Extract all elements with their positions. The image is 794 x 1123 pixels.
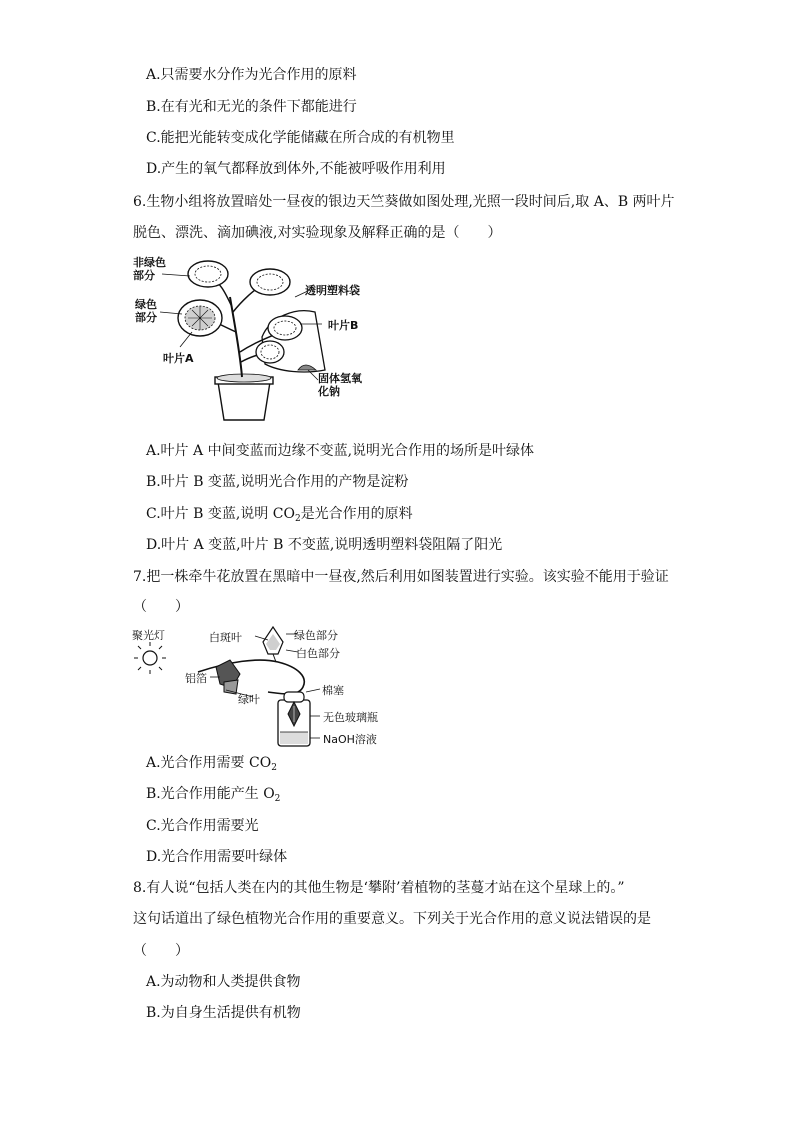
q7-label-lamp: 聚光灯	[132, 629, 165, 642]
q7-option-d: D.光合作用需要叶绿体	[146, 849, 288, 865]
q7-option-c: C.光合作用需要光	[146, 818, 259, 834]
q8-option-b: B.为自身生活提供有机物	[146, 1005, 301, 1021]
q6-label-nongreen: 非绿色 部分	[133, 256, 166, 282]
q8-stem-line3: （ ）	[133, 943, 189, 959]
q5-option-b: B.在有光和无光的条件下都能进行	[146, 99, 357, 115]
q6-plant-figure	[130, 252, 390, 427]
q6-stem-line1: 6.生物小组将放置暗处一昼夜的银边天竺葵做如图处理,光照一段时间后,取 A、B 两叶片	[133, 194, 675, 210]
q7-label-naoh: NaOH溶液	[323, 733, 377, 746]
q6-option-d: D.叶片 A 变蓝,叶片 B 不变蓝,说明透明塑料袋阻隔了阳光	[146, 537, 503, 553]
q6-option-c: C.叶片 B 变蓝,说明 $CO_2$是光合作用的原料	[146, 506, 413, 524]
q6-stem-line2: 脱色、漂洗、滴加碘液,对实验现象及解释正确的是（ ）	[133, 225, 502, 241]
q5-option-a: A.只需要水分作为光合作用的原料	[146, 67, 357, 83]
q6-option-b: B.叶片 B 变蓝,说明光合作用的产物是淀粉	[146, 474, 409, 490]
q6-label-leafB: 叶片B	[328, 319, 359, 332]
q7-stem-line1: 7.把一株牵牛花放置在黑暗中一昼夜,然后利用如图装置进行实验。该实验不能用于验证	[133, 569, 669, 585]
q7-label-whiteleaf: 白斑叶	[209, 631, 242, 644]
q6-label-bag: 透明塑料袋	[305, 284, 360, 297]
q6-label-naoh: 固体氢氧 化钠	[318, 372, 362, 398]
q7-label-white-part: 白色部分	[296, 647, 340, 660]
q7-label-cotton: 棉塞	[322, 684, 344, 697]
q8-stem-line2: 这句话道出了绿色植物光合作用的重要意义。下列关于光合作用的意义说法错误的是	[133, 911, 651, 927]
q7-label-greenleaf: 绿叶	[238, 693, 260, 706]
q6-label-green: 绿色 部分	[135, 298, 157, 324]
q7-stem-line2: （ ）	[133, 599, 189, 615]
q5-option-d: D.产生的氧气都释放到体外,不能被呼吸作用利用	[146, 161, 446, 177]
q7-option-b: B.光合作用能产生 $O_2$	[146, 786, 281, 804]
q6-option-a: A.叶片 A 中间变蓝而边缘不变蓝,说明光合作用的场所是叶绿体	[146, 443, 535, 459]
q7-label-foil: 铝箔	[185, 672, 207, 685]
q6-label-leafA: 叶片A	[163, 352, 194, 365]
q8-stem-line1: 8.有人说“包括人类在内的其他生物是‘攀附’着植物的茎蔓才站在这个星球上的。”	[133, 880, 625, 896]
q7-label-bottle: 无色玻璃瓶	[323, 711, 378, 724]
q8-option-a: A.为动物和人类提供食物	[146, 974, 301, 990]
q7-option-a: A.光合作用需要 $CO_2$	[146, 755, 277, 773]
q7-label-green-part: 绿色部分	[294, 629, 338, 642]
q5-option-c: C.能把光能转变成化学能储藏在所合成的有机物里	[146, 130, 455, 146]
